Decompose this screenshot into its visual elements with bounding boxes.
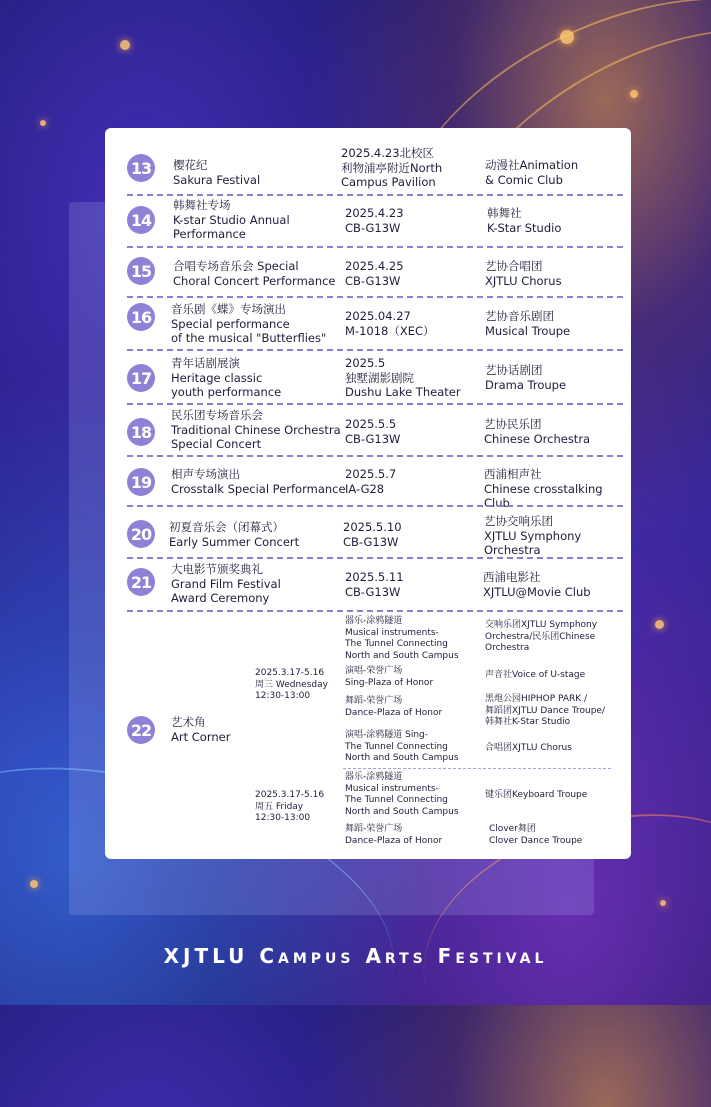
light-dot — [30, 880, 38, 888]
event-number-badge: 21 — [127, 568, 155, 596]
event-row — [105, 462, 631, 510]
light-dot — [120, 40, 130, 50]
session-venue: 舞蹈-荣誉广场 Dance-Plaza of Honor — [345, 696, 443, 718]
session-venue: 舞蹈-荣誉广场 Dance-Plaza of Honor — [345, 824, 443, 846]
event-organizer: 西浦相声社 Chinese crosstalking Club — [484, 467, 603, 510]
session-venue: 演唱-荣誉广场 Sing-Plaza of Honor — [345, 666, 434, 688]
event-title: 相声专场演出 Crosstalk Special Performance — [171, 467, 346, 496]
event-title: 艺术角 Art Corner — [171, 715, 231, 744]
event-title: 合唱专场音乐会 Special Choral Concert Performance — [173, 259, 336, 288]
row-divider — [127, 246, 623, 248]
event-row — [105, 300, 631, 348]
row-divider — [127, 296, 623, 298]
event-title: 民乐团专场音乐会 Traditional Chinese Orchestra Special Concert — [171, 408, 341, 451]
event-title: 樱花纪 Sakura Festival — [173, 158, 261, 187]
event-title: 音乐剧《蝶》专场演出 Special performance of the musical "Butterflies" — [171, 302, 327, 345]
session-organizer: 合唱团XJTLU Chorus — [485, 743, 572, 753]
light-dot — [630, 90, 638, 98]
art-corner-row — [105, 614, 631, 854]
session-divider — [343, 768, 611, 769]
event-title: 青年话剧展演 Heritage classic youth performance — [171, 356, 282, 399]
event-venue: 2025.5.10 CB-G13W — [343, 520, 402, 549]
session-venue: 器乐-涂鸦隧道 Musical instruments- The Tunnel Connecting North and South Campus — [345, 772, 459, 817]
row-divider — [127, 349, 623, 351]
session-organizer: 声音社Voice of U-stage — [485, 670, 586, 680]
festival-footer-title: XJTLU Campus Arts Festival — [163, 944, 548, 968]
event-row — [105, 510, 631, 556]
event-title: 韩舞社专场 K-star Studio Annual Performance — [173, 198, 290, 241]
light-dot — [560, 30, 574, 44]
schedule-card — [105, 128, 631, 859]
event-number-badge: 15 — [127, 257, 155, 285]
light-dot — [40, 120, 46, 126]
event-number-badge: 18 — [127, 418, 155, 446]
event-row — [105, 354, 631, 400]
event-number-badge: 14 — [127, 206, 155, 234]
event-number-badge: 20 — [127, 520, 155, 548]
event-venue: 2025.4.25 CB-G13W — [345, 259, 404, 288]
session-date: 2025.3.17-5.16 周三 Wednesday 12:30-13:00 — [255, 668, 328, 701]
event-organizer: 动漫社Animation & Comic Club — [485, 158, 579, 187]
session-venue: 器乐-涂鸦隧道 Musical instruments- The Tunnel Connecting North and South Campus — [345, 616, 459, 661]
row-divider — [127, 403, 623, 405]
event-organizer: 韩舞社 K-Star Studio — [487, 206, 562, 235]
event-number-badge: 16 — [127, 303, 155, 331]
row-divider — [127, 557, 623, 559]
session-venue: 演唱-涂鸦隧道 Sing- The Tunnel Connecting North and South Campus — [345, 730, 459, 763]
event-number-badge: 22 — [127, 716, 155, 744]
event-venue: 2025.4.23 CB-G13W — [345, 206, 404, 235]
event-number-badge: 19 — [127, 468, 155, 496]
event-organizer: 艺协话剧团 Drama Troupe — [485, 363, 567, 392]
session-date: 2025.3.17-5.16 周五 Friday 12:30-13:00 — [255, 790, 325, 823]
event-venue: 2025.5.5 CB-G13W — [345, 417, 401, 446]
event-organizer: 艺协音乐剧团 Musical Troupe — [485, 309, 571, 338]
event-venue: 2025.5.7 IA-G28 — [345, 467, 397, 496]
session-organizer: 键乐团Keyboard Troupe — [485, 790, 588, 800]
event-row — [105, 562, 631, 610]
light-dot — [655, 620, 664, 629]
event-organizer: 艺协合唱团 XJTLU Chorus — [485, 259, 562, 288]
event-row — [105, 252, 631, 292]
event-organizer: 艺协民乐团 Chinese Orchestra — [484, 417, 591, 446]
event-row — [105, 198, 631, 244]
row-divider — [127, 194, 623, 196]
event-venue: 2025.5 独墅湖影剧院 Dushu Lake Theater — [345, 356, 461, 399]
event-row — [105, 142, 631, 194]
event-number-badge: 13 — [127, 154, 155, 182]
event-title: 大电影节颁奖典礼 Grand Film Festival Award Ceremony — [171, 562, 281, 605]
event-venue: 2025.4.23北校区 利物浦亭附近North Campus Pavilion — [341, 146, 443, 189]
event-venue: 2025.5.11 CB-G13W — [345, 570, 404, 599]
row-divider — [127, 610, 623, 612]
row-divider — [127, 455, 623, 457]
row-divider — [127, 505, 623, 507]
event-venue: 2025.04.27 M-1018（XEC） — [345, 309, 435, 338]
session-organizer: 黑炮公园HIPHOP PARK / 舞蹈团XJTLU Dance Troupe/ 韩舞社K-Star Studio — [485, 694, 605, 727]
event-organizer: 艺协交响乐团 XJTLU Symphony Orchestra — [484, 514, 582, 557]
light-dot — [660, 900, 666, 906]
event-organizer: 西浦电影社 XJTLU@Movie Club — [483, 570, 591, 599]
event-row — [105, 408, 631, 454]
session-organizer: Clover舞团 Clover Dance Troupe — [489, 824, 583, 846]
event-title: 初夏音乐会（闭幕式） Early Summer Concert — [169, 520, 300, 549]
event-number-badge: 17 — [127, 364, 155, 392]
session-organizer: 交响乐团XJTLU Symphony Orchestra/民乐团Chinese Orchestra — [485, 620, 598, 653]
